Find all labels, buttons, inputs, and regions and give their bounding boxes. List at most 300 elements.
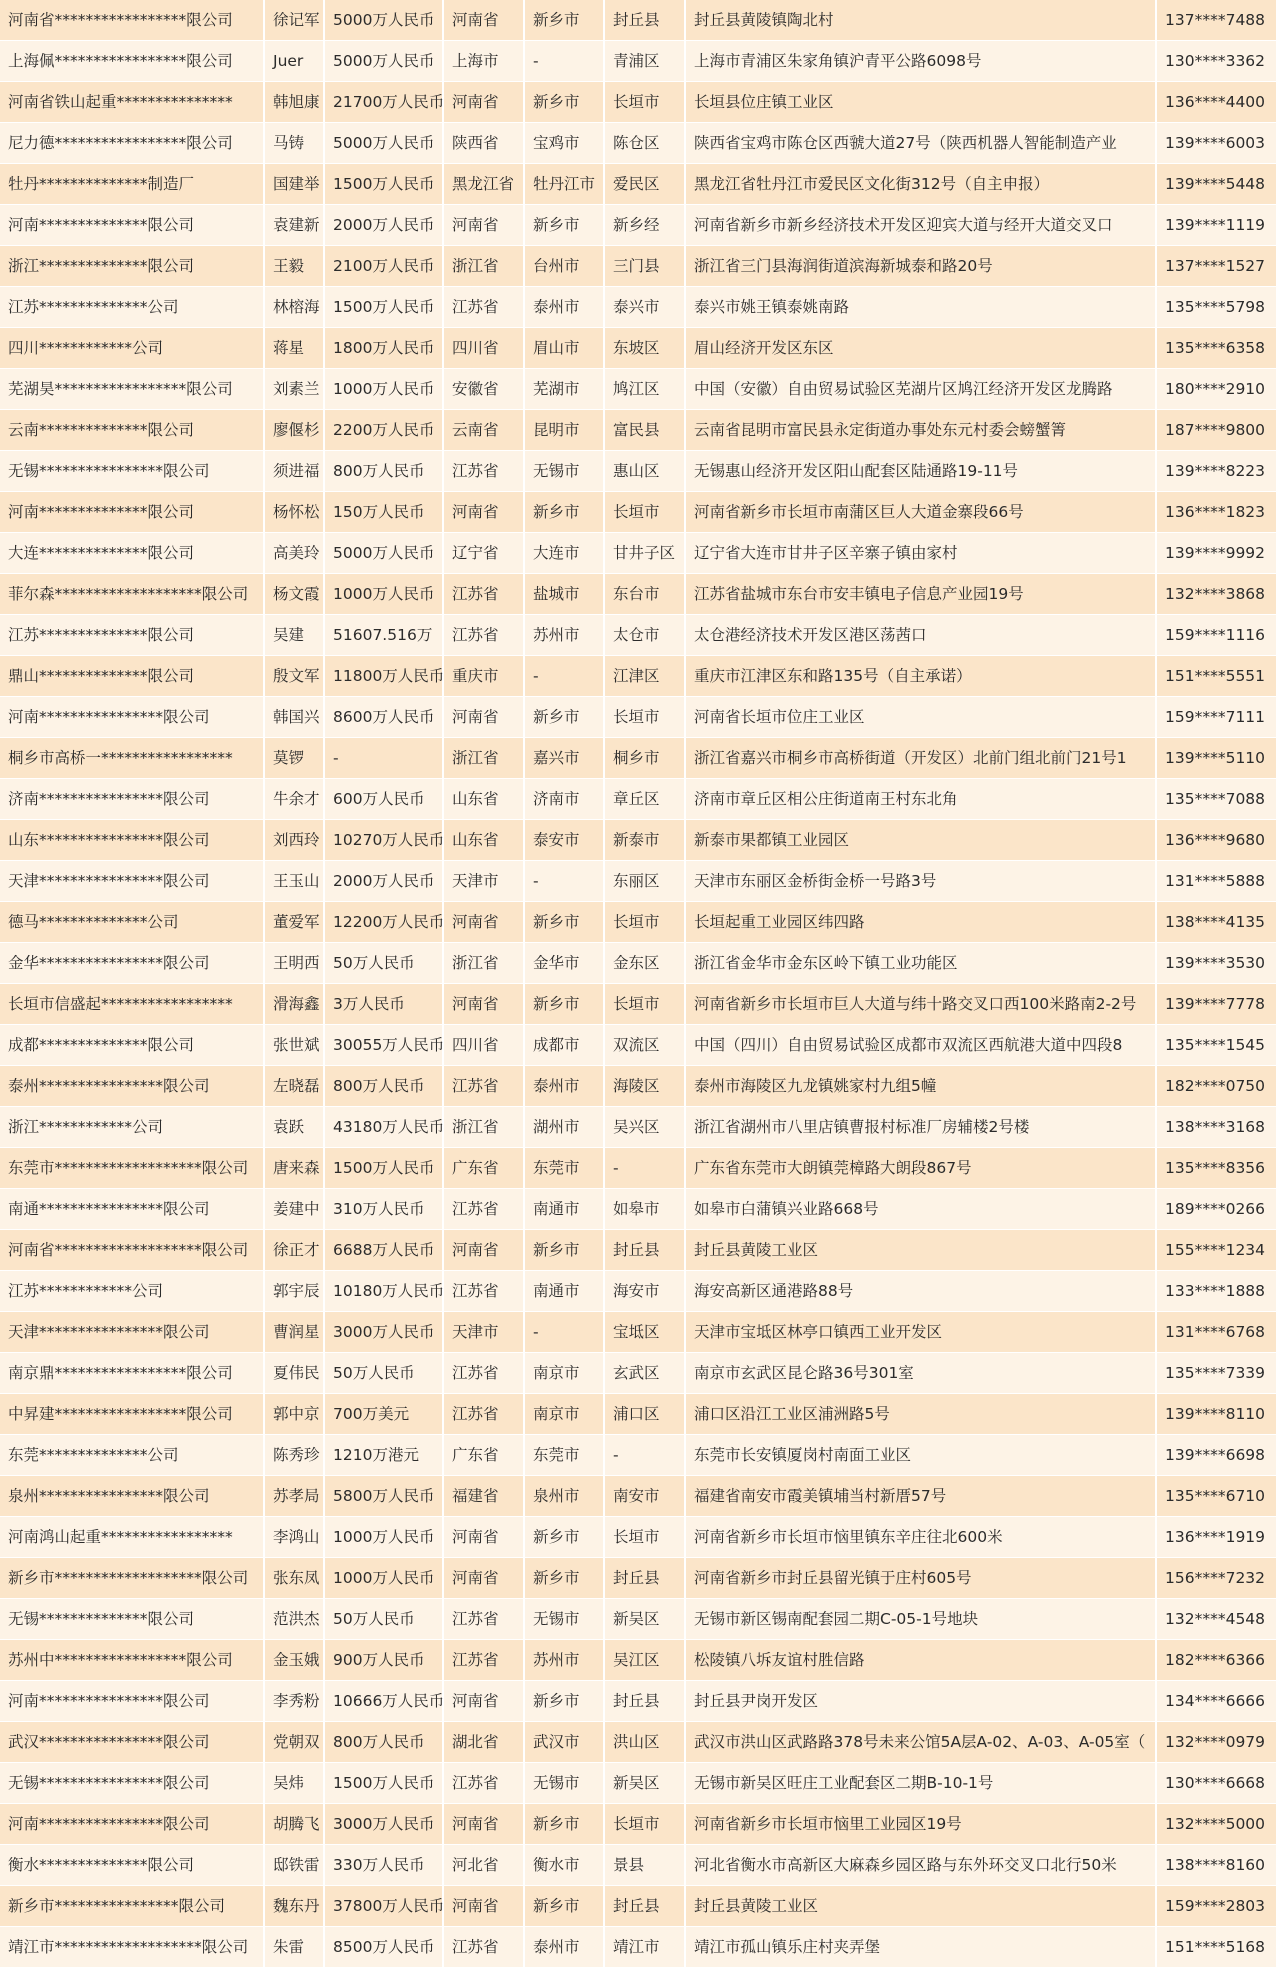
district-cell: 惠山区 (604, 451, 685, 492)
address-cell: 上海市青浦区朱家角镇沪青平公路6098号 (685, 41, 1156, 82)
province-cell: 安徽省 (443, 369, 524, 410)
district-cell: 太仓市 (604, 615, 685, 656)
province-cell: 河南省 (443, 1517, 524, 1558)
province-cell: 重庆市 (443, 656, 524, 697)
city-cell: 无锡市 (524, 1599, 604, 1640)
phone-cell: 135****7339 (1156, 1353, 1276, 1394)
city-cell: 新乡市 (524, 1517, 604, 1558)
legal-person-cell: 党朝双 (264, 1722, 324, 1763)
phone-cell: 138****3168 (1156, 1107, 1276, 1148)
table-row (0, 205, 1276, 246)
province-cell: 河南省 (443, 1804, 524, 1845)
company-name-cell: 上海佩*****************限公司 (0, 41, 264, 82)
legal-person-cell: 王明西 (264, 943, 324, 984)
district-cell: 新乡经 (604, 205, 685, 246)
address-cell: 泰州市海陵区九龙镇姚家村九组5幢 (685, 1066, 1156, 1107)
company-name-cell: 河南省*****************限公司 (0, 0, 264, 41)
company-name-cell: 无锡****************限公司 (0, 1763, 264, 1804)
phone-cell: 138****4135 (1156, 902, 1276, 943)
registered-capital-cell: 8500万人民币 (324, 1927, 443, 1968)
company-name-cell: 新乡市*******************限公司 (0, 1558, 264, 1599)
legal-person-cell: 陈秀珍 (264, 1435, 324, 1476)
table-row (0, 1599, 1276, 1640)
company-name-cell: 桐乡市高桥一***************** (0, 738, 264, 779)
province-cell: 江苏省 (443, 287, 524, 328)
province-cell: 浙江省 (443, 943, 524, 984)
table-row (0, 1476, 1276, 1517)
district-cell: 吴江区 (604, 1640, 685, 1681)
table-row (0, 533, 1276, 574)
company-name-cell: 苏州中*****************限公司 (0, 1640, 264, 1681)
company-name-cell: 江苏**************限公司 (0, 615, 264, 656)
phone-cell: 139****9992 (1156, 533, 1276, 574)
district-cell: 章丘区 (604, 779, 685, 820)
city-cell: - (524, 1312, 604, 1353)
legal-person-cell: 唐来森 (264, 1148, 324, 1189)
province-cell: 四川省 (443, 328, 524, 369)
registered-capital-cell: 900万人民币 (324, 1640, 443, 1681)
district-cell: 长垣市 (604, 82, 685, 123)
company-name-cell: 无锡**************限公司 (0, 1599, 264, 1640)
phone-cell: 159****1116 (1156, 615, 1276, 656)
legal-person-cell: 姜建中 (264, 1189, 324, 1230)
registered-capital-cell: 2200万人民币 (324, 410, 443, 451)
table-row (0, 1312, 1276, 1353)
registered-capital-cell: 5000万人民币 (324, 533, 443, 574)
registered-capital-cell: 600万人民币 (324, 779, 443, 820)
table-row (0, 410, 1276, 451)
city-cell: 新乡市 (524, 205, 604, 246)
table-row (0, 1804, 1276, 1845)
province-cell: 上海市 (443, 41, 524, 82)
address-cell: 封丘县黄陵工业区 (685, 1230, 1156, 1271)
company-name-cell: 浙江************公司 (0, 1107, 264, 1148)
company-name-cell: 牡丹**************制造厂 (0, 164, 264, 205)
province-cell: 云南省 (443, 410, 524, 451)
legal-person-cell: 牛余才 (264, 779, 324, 820)
province-cell: 广东省 (443, 1435, 524, 1476)
registered-capital-cell: 1000万人民币 (324, 1558, 443, 1599)
legal-person-cell: 林榕海 (264, 287, 324, 328)
registered-capital-cell: 5800万人民币 (324, 1476, 443, 1517)
table-row (0, 738, 1276, 779)
phone-cell: 131****6768 (1156, 1312, 1276, 1353)
company-name-cell: 芜湖昊*****************限公司 (0, 369, 264, 410)
district-cell: 新吴区 (604, 1763, 685, 1804)
city-cell: 泉州市 (524, 1476, 604, 1517)
company-name-cell: 东莞市*******************限公司 (0, 1148, 264, 1189)
table-row (0, 328, 1276, 369)
registered-capital-cell: 8600万人民币 (324, 697, 443, 738)
district-cell: 吴兴区 (604, 1107, 685, 1148)
city-cell: 新乡市 (524, 984, 604, 1025)
company-name-cell: 河南****************限公司 (0, 1804, 264, 1845)
city-cell: 新乡市 (524, 1230, 604, 1271)
table-row (0, 1681, 1276, 1722)
address-cell: 封丘县黄陵镇陶北村 (685, 0, 1156, 41)
registered-capital-cell: 11800万人民币 (324, 656, 443, 697)
registered-capital-cell: 50万人民币 (324, 943, 443, 984)
city-cell: 南京市 (524, 1394, 604, 1435)
district-cell: 陈仓区 (604, 123, 685, 164)
legal-person-cell: 夏伟民 (264, 1353, 324, 1394)
address-cell: 靖江市孤山镇乐庄村夹弄堡 (685, 1927, 1156, 1968)
address-cell: 福建省南安市霞美镇埔当村新厝57号 (685, 1476, 1156, 1517)
city-cell: 盐城市 (524, 574, 604, 615)
phone-cell: 130****3362 (1156, 41, 1276, 82)
city-cell: 昆明市 (524, 410, 604, 451)
city-cell: 无锡市 (524, 1763, 604, 1804)
registered-capital-cell: 30055万人民币 (324, 1025, 443, 1066)
company-name-cell: 山东****************限公司 (0, 820, 264, 861)
phone-cell: 135****6710 (1156, 1476, 1276, 1517)
city-cell: 泰州市 (524, 287, 604, 328)
table-row (0, 697, 1276, 738)
district-cell: 富民县 (604, 410, 685, 451)
phone-cell: 133****1888 (1156, 1271, 1276, 1312)
table-row (0, 1066, 1276, 1107)
registered-capital-cell: 3万人民币 (324, 984, 443, 1025)
legal-person-cell: 董爱军 (264, 902, 324, 943)
phone-cell: 139****8110 (1156, 1394, 1276, 1435)
table-row (0, 656, 1276, 697)
province-cell: 浙江省 (443, 1107, 524, 1148)
city-cell: 苏州市 (524, 615, 604, 656)
province-cell: 河南省 (443, 492, 524, 533)
table-row (0, 943, 1276, 984)
phone-cell: 159****7111 (1156, 697, 1276, 738)
phone-cell: 182****6366 (1156, 1640, 1276, 1681)
province-cell: 天津市 (443, 861, 524, 902)
district-cell: 封丘县 (604, 1558, 685, 1599)
company-name-cell: 大连**************限公司 (0, 533, 264, 574)
district-cell: 封丘县 (604, 1886, 685, 1927)
legal-person-cell: 廖偃杉 (264, 410, 324, 451)
legal-person-cell: 张东凤 (264, 1558, 324, 1599)
district-cell: 桐乡市 (604, 738, 685, 779)
registered-capital-cell: 800万人民币 (324, 451, 443, 492)
city-cell: 嘉兴市 (524, 738, 604, 779)
table-row (0, 1353, 1276, 1394)
city-cell: 新乡市 (524, 0, 604, 41)
city-cell: 新乡市 (524, 492, 604, 533)
district-cell: 长垣市 (604, 492, 685, 533)
registered-capital-cell: 150万人民币 (324, 492, 443, 533)
company-name-cell: 河南省*******************限公司 (0, 1230, 264, 1271)
phone-cell: 135****5798 (1156, 287, 1276, 328)
city-cell: 东莞市 (524, 1148, 604, 1189)
district-cell: 长垣市 (604, 1804, 685, 1845)
phone-cell: 135****7088 (1156, 779, 1276, 820)
address-cell: 浙江省湖州市八里店镇曹报村标准厂房辅楼2号楼 (685, 1107, 1156, 1148)
table-row (0, 1025, 1276, 1066)
registered-capital-cell: 1210万港元 (324, 1435, 443, 1476)
registered-capital-cell: 310万人民币 (324, 1189, 443, 1230)
district-cell: 封丘县 (604, 1230, 685, 1271)
phone-cell: 151****5168 (1156, 1927, 1276, 1968)
district-cell: - (604, 1148, 685, 1189)
table-row (0, 902, 1276, 943)
table-row (0, 41, 1276, 82)
address-cell: 天津市宝坻区林亭口镇西工业开发区 (685, 1312, 1156, 1353)
province-cell: 江苏省 (443, 1927, 524, 1968)
registered-capital-cell: 50万人民币 (324, 1599, 443, 1640)
registered-capital-cell: 10270万人民币 (324, 820, 443, 861)
province-cell: 江苏省 (443, 1640, 524, 1681)
address-cell: 东莞市长安镇厦岗村南面工业区 (685, 1435, 1156, 1476)
city-cell: 泰安市 (524, 820, 604, 861)
company-name-cell: 东莞**************公司 (0, 1435, 264, 1476)
district-cell: 宝坻区 (604, 1312, 685, 1353)
province-cell: 浙江省 (443, 246, 524, 287)
legal-person-cell: 刘西玲 (264, 820, 324, 861)
company-name-cell: 四川************公司 (0, 328, 264, 369)
province-cell: 湖北省 (443, 1722, 524, 1763)
registered-capital-cell: 700万美元 (324, 1394, 443, 1435)
phone-cell: 136****1823 (1156, 492, 1276, 533)
district-cell: 长垣市 (604, 697, 685, 738)
city-cell: 芜湖市 (524, 369, 604, 410)
city-cell: 眉山市 (524, 328, 604, 369)
legal-person-cell: 刘素兰 (264, 369, 324, 410)
company-name-cell: 河南鸿山起重***************** (0, 1517, 264, 1558)
legal-person-cell: 国建举 (264, 164, 324, 205)
table-row (0, 369, 1276, 410)
registered-capital-cell: 1500万人民币 (324, 1763, 443, 1804)
address-cell: 浙江省金华市金东区岭下镇工业功能区 (685, 943, 1156, 984)
table-row (0, 1107, 1276, 1148)
province-cell: 江苏省 (443, 1189, 524, 1230)
phone-cell: 136****4400 (1156, 82, 1276, 123)
address-cell: 中国（安徽）自由贸易试验区芜湖片区鸠江经济开发区龙腾路 (685, 369, 1156, 410)
province-cell: 江苏省 (443, 1763, 524, 1804)
registered-capital-cell: 12200万人民币 (324, 902, 443, 943)
registered-capital-cell: 2000万人民币 (324, 205, 443, 246)
district-cell: 泰兴市 (604, 287, 685, 328)
city-cell: 泰州市 (524, 1066, 604, 1107)
address-cell: 太仓港经济技术开发区港区荡茜口 (685, 615, 1156, 656)
legal-person-cell: 袁建新 (264, 205, 324, 246)
legal-person-cell: 郭宇辰 (264, 1271, 324, 1312)
phone-cell: 187****9800 (1156, 410, 1276, 451)
table-row (0, 82, 1276, 123)
address-cell: 眉山经济开发区东区 (685, 328, 1156, 369)
table-row (0, 1640, 1276, 1681)
city-cell: 南通市 (524, 1189, 604, 1230)
company-name-cell: 河南**************限公司 (0, 492, 264, 533)
phone-cell: 132****4548 (1156, 1599, 1276, 1640)
city-cell: 新乡市 (524, 697, 604, 738)
registered-capital-cell: 50万人民币 (324, 1353, 443, 1394)
address-cell: 陕西省宝鸡市陈仓区西虢大道27号（陕西机器人智能制造产业 (685, 123, 1156, 164)
province-cell: 河北省 (443, 1845, 524, 1886)
registered-capital-cell: 1000万人民币 (324, 574, 443, 615)
province-cell: 河南省 (443, 1886, 524, 1927)
table-row (0, 0, 1276, 41)
province-cell: 江苏省 (443, 1353, 524, 1394)
phone-cell: 135****6358 (1156, 328, 1276, 369)
address-cell: 泰兴市姚王镇泰姚南路 (685, 287, 1156, 328)
district-cell: 三门县 (604, 246, 685, 287)
province-cell: 江苏省 (443, 1394, 524, 1435)
phone-cell: 151****5551 (1156, 656, 1276, 697)
registered-capital-cell: 43180万人民币 (324, 1107, 443, 1148)
legal-person-cell: 杨文霞 (264, 574, 324, 615)
address-cell: 江苏省盐城市东台市安丰镇电子信息产业园19号 (685, 574, 1156, 615)
city-cell: 新乡市 (524, 82, 604, 123)
registered-capital-cell: 5000万人民币 (324, 123, 443, 164)
address-cell: 河南省新乡市长垣市南蒲区巨人大道金寨段66号 (685, 492, 1156, 533)
company-name-cell: 中昇建*****************限公司 (0, 1394, 264, 1435)
legal-person-cell: 吴建 (264, 615, 324, 656)
phone-cell: 182****0750 (1156, 1066, 1276, 1107)
province-cell: 江苏省 (443, 451, 524, 492)
company-name-cell: 尼力德*****************限公司 (0, 123, 264, 164)
district-cell: 东丽区 (604, 861, 685, 902)
phone-cell: 139****1119 (1156, 205, 1276, 246)
city-cell: 牡丹江市 (524, 164, 604, 205)
province-cell: 河南省 (443, 0, 524, 41)
registered-capital-cell: 51607.516万 (324, 615, 443, 656)
district-cell: 如皋市 (604, 1189, 685, 1230)
company-name-cell: 河南**************限公司 (0, 205, 264, 246)
address-cell: 黑龙江省牡丹江市爱民区文化街312号（自主申报） (685, 164, 1156, 205)
legal-person-cell: 金玉娥 (264, 1640, 324, 1681)
district-cell: 洪山区 (604, 1722, 685, 1763)
legal-person-cell: 魏东丹 (264, 1886, 324, 1927)
address-cell: 浙江省三门县海润街道滨海新城泰和路20号 (685, 246, 1156, 287)
legal-person-cell: Juer (264, 41, 324, 82)
phone-cell: 159****2803 (1156, 1886, 1276, 1927)
district-cell: 长垣市 (604, 1517, 685, 1558)
city-cell: 新乡市 (524, 1681, 604, 1722)
company-name-cell: 南京鼎*****************限公司 (0, 1353, 264, 1394)
address-cell: 河南省新乡市长垣市恼里镇东辛庄往北600米 (685, 1517, 1156, 1558)
address-cell: 新泰市果都镇工业园区 (685, 820, 1156, 861)
phone-cell: 138****8160 (1156, 1845, 1276, 1886)
company-name-cell: 云南**************限公司 (0, 410, 264, 451)
phone-cell: 132****0979 (1156, 1722, 1276, 1763)
legal-person-cell: 韩旭康 (264, 82, 324, 123)
city-cell: 无锡市 (524, 451, 604, 492)
registered-capital-cell: 330万人民币 (324, 1845, 443, 1886)
district-cell: 长垣市 (604, 984, 685, 1025)
phone-cell: 139****7778 (1156, 984, 1276, 1025)
table-row (0, 779, 1276, 820)
district-cell: 封丘县 (604, 0, 685, 41)
address-cell: 河北省衡水市高新区大麻森乡园区路与东外环交叉口北行50米 (685, 1845, 1156, 1886)
table-row (0, 287, 1276, 328)
phone-cell: 135****1545 (1156, 1025, 1276, 1066)
address-cell: 河南省新乡市长垣市巨人大道与纬十路交叉口西100米路南2-2号 (685, 984, 1156, 1025)
district-cell: 南安市 (604, 1476, 685, 1517)
district-cell: 鸠江区 (604, 369, 685, 410)
district-cell: 双流区 (604, 1025, 685, 1066)
address-cell: 辽宁省大连市甘井子区辛寨子镇由家村 (685, 533, 1156, 574)
legal-person-cell: 袁跃 (264, 1107, 324, 1148)
table-row (0, 1886, 1276, 1927)
city-cell: 新乡市 (524, 902, 604, 943)
company-name-cell: 河南省铁山起重*************** (0, 82, 264, 123)
company-name-cell: 泰州****************限公司 (0, 1066, 264, 1107)
legal-person-cell: 邸铁雷 (264, 1845, 324, 1886)
phone-cell: 139****6003 (1156, 123, 1276, 164)
district-cell: 海陵区 (604, 1066, 685, 1107)
table-row (0, 984, 1276, 1025)
city-cell: 金华市 (524, 943, 604, 984)
province-cell: 河南省 (443, 82, 524, 123)
legal-person-cell: 李秀粉 (264, 1681, 324, 1722)
table-row (0, 861, 1276, 902)
city-cell: 湖州市 (524, 1107, 604, 1148)
registered-capital-cell: 2100万人民币 (324, 246, 443, 287)
registered-capital-cell: 10180万人民币 (324, 1271, 443, 1312)
city-cell: - (524, 861, 604, 902)
city-cell: 大连市 (524, 533, 604, 574)
phone-cell: 130****6668 (1156, 1763, 1276, 1804)
legal-person-cell: 杨怀松 (264, 492, 324, 533)
city-cell: 新乡市 (524, 1804, 604, 1845)
district-cell: 东坡区 (604, 328, 685, 369)
company-name-cell: 江苏************公司 (0, 1271, 264, 1312)
company-name-cell: 南通****************限公司 (0, 1189, 264, 1230)
legal-person-cell: 李鸿山 (264, 1517, 324, 1558)
phone-cell: 189****0266 (1156, 1189, 1276, 1230)
legal-person-cell: 高美玲 (264, 533, 324, 574)
table-row (0, 1722, 1276, 1763)
address-cell: 河南省新乡市封丘县留光镇于庄村605号 (685, 1558, 1156, 1599)
city-cell: 武汉市 (524, 1722, 604, 1763)
address-cell: 浦口区沿江工业区浦洲路5号 (685, 1394, 1156, 1435)
city-cell: - (524, 656, 604, 697)
table-row (0, 451, 1276, 492)
table-row (0, 615, 1276, 656)
registered-capital-cell: 21700万人民币 (324, 82, 443, 123)
phone-cell: 132****3868 (1156, 574, 1276, 615)
phone-cell: 136****9680 (1156, 820, 1276, 861)
city-cell: 衡水市 (524, 1845, 604, 1886)
district-cell: 东台市 (604, 574, 685, 615)
company-name-cell: 鼎山**************限公司 (0, 656, 264, 697)
registered-capital-cell: 37800万人民币 (324, 1886, 443, 1927)
legal-person-cell: 胡腾飞 (264, 1804, 324, 1845)
address-cell: 广东省东莞市大朗镇莞樟路大朗段867号 (685, 1148, 1156, 1189)
address-cell: 长垣起重工业园区纬四路 (685, 902, 1156, 943)
company-name-cell: 衡水**************限公司 (0, 1845, 264, 1886)
table-row (0, 164, 1276, 205)
city-cell: 新乡市 (524, 1558, 604, 1599)
company-name-cell: 德马**************公司 (0, 902, 264, 943)
district-cell: 封丘县 (604, 1681, 685, 1722)
registered-capital-cell: 3000万人民币 (324, 1804, 443, 1845)
legal-person-cell: 朱雷 (264, 1927, 324, 1968)
phone-cell: 156****7232 (1156, 1558, 1276, 1599)
company-name-cell: 江苏**************公司 (0, 287, 264, 328)
province-cell: 江苏省 (443, 574, 524, 615)
legal-person-cell: 郭中京 (264, 1394, 324, 1435)
city-cell: 苏州市 (524, 1640, 604, 1681)
legal-person-cell: 苏孝局 (264, 1476, 324, 1517)
company-name-cell: 新乡市****************限公司 (0, 1886, 264, 1927)
table-row (0, 1763, 1276, 1804)
city-cell: 东莞市 (524, 1435, 604, 1476)
registered-capital-cell: 2000万人民币 (324, 861, 443, 902)
company-name-cell: 泉州****************限公司 (0, 1476, 264, 1517)
city-cell: - (524, 41, 604, 82)
legal-person-cell: 王毅 (264, 246, 324, 287)
table-row (0, 492, 1276, 533)
city-cell: 济南市 (524, 779, 604, 820)
